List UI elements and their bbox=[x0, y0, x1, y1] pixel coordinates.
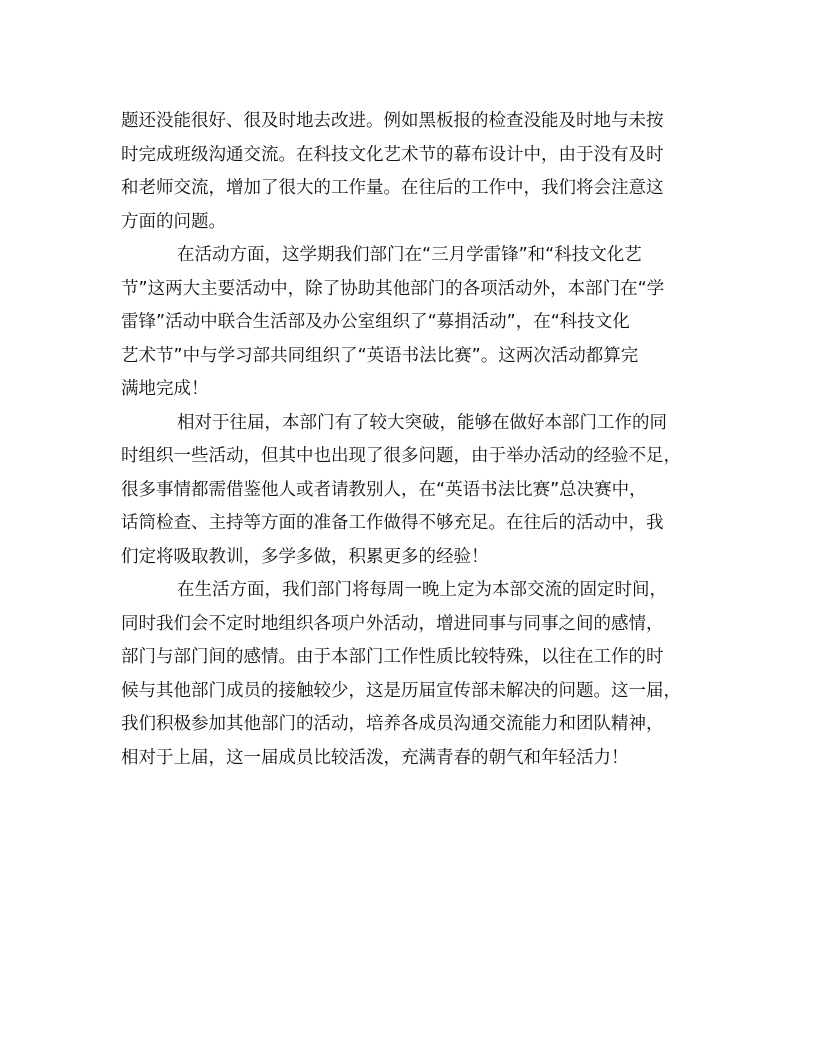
text-line: 方面的问题。 bbox=[121, 211, 226, 232]
text-line: 话筒检查、主持等方面的准备工作做得不够充足。在往后的活动中，我 bbox=[121, 513, 664, 533]
paragraph-3 bbox=[121, 407, 697, 575]
text-line: 和老师交流，增加了很大的工作量。在往后的工作中，我们将会注意这 bbox=[121, 178, 664, 198]
text-line-first: 在活动方面，这学期我们部门在“三月学雷锋”和“科技文化艺 bbox=[177, 245, 642, 265]
text-line: 我们积极参加其他部门的活动，培养各成员沟通交流能力和团队精神， bbox=[121, 714, 664, 734]
text-line: 满地完成！ bbox=[121, 379, 209, 399]
paragraph-2 bbox=[121, 239, 697, 407]
text-line: 部门与部门间的感情。由于本部门工作性质比较特殊，以往在工作的时 bbox=[121, 647, 664, 667]
text-line: 候与其他部门成员的接触较少，这是历届宣传部未解决的问题。这一届， bbox=[121, 680, 681, 701]
paragraph-1 bbox=[121, 105, 697, 239]
text-line: 雷锋”活动中联合生活部及办公室组织了“募捐活动”，在“科技文化 bbox=[121, 312, 630, 332]
document-page bbox=[121, 105, 697, 775]
paragraph-4 bbox=[121, 574, 697, 775]
text-line-first: 相对于往届，本部门有了较大突破，能够在做好本部门工作的同 bbox=[177, 412, 667, 433]
text-line: 题还没能很好、很及时地去改进。例如黑板报的检查没能及时地与未按 bbox=[121, 111, 664, 131]
text-line: 节”这两大主要活动中，除了协助其他部门的各项活动外，本部门在“学 bbox=[121, 278, 665, 299]
text-line: 时完成班级沟通交流。在科技文化艺术节的幕布设计中，由于没有及时 bbox=[121, 144, 664, 165]
text-line: 相对于上届，这一届成员比较活泼，充满青春的朝气和年轻活力！ bbox=[121, 747, 629, 768]
text-line: 们定将吸取教训，多学多做，积累更多的经验！ bbox=[121, 546, 489, 567]
text-line: 同时我们会不定时地组织各项户外活动，增进同事与同事之间的感情， bbox=[121, 613, 664, 634]
text-line: 艺术节”中与学习部共同组织了“英语书法比赛”。这两次活动都算完 bbox=[121, 345, 639, 366]
text-line-first: 在生活方面，我们部门将每周一晚上定为本部交流的固定时间， bbox=[177, 580, 667, 600]
text-line: 很多事情都需借鉴他人或者请教别人，在“英语书法比赛”总决赛中， bbox=[121, 479, 647, 500]
text-line: 时组织一些活动，但其中也出现了很多问题，由于举办活动的经验不足， bbox=[121, 446, 681, 466]
